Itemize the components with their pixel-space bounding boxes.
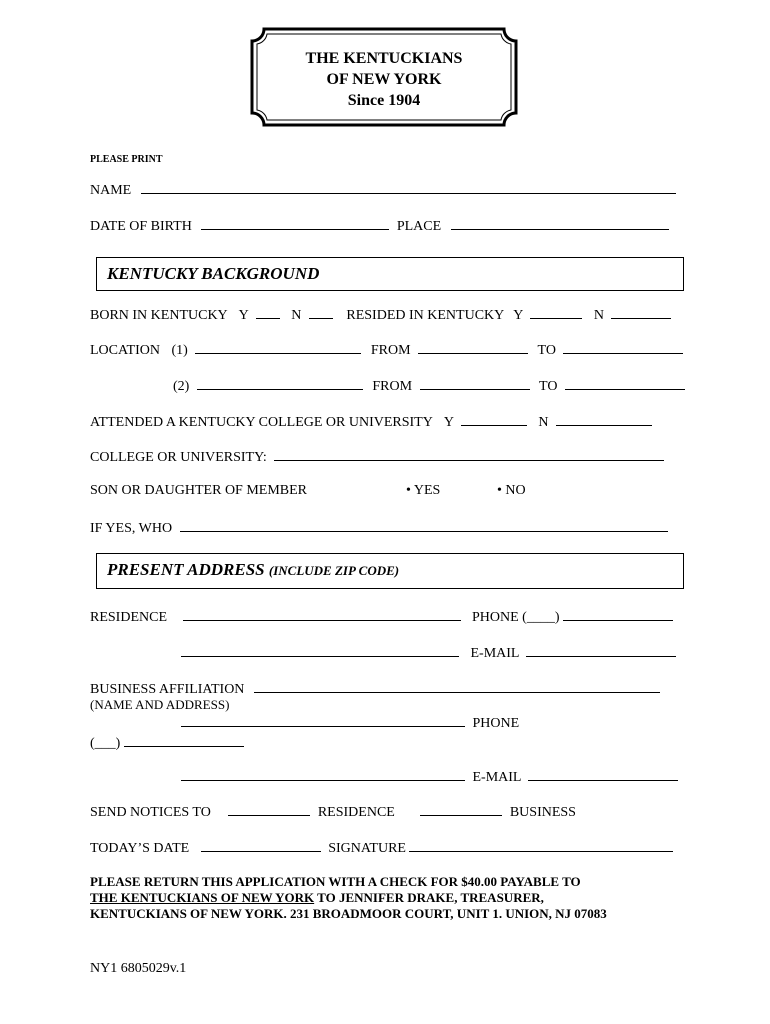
location-2-field[interactable]	[197, 376, 363, 390]
residence-email-field[interactable]	[526, 643, 676, 657]
name-field[interactable]	[141, 180, 676, 194]
attended-n-field[interactable]	[556, 412, 652, 426]
son-daughter-label: SON OR DAUGHTER OF MEMBER	[90, 483, 308, 498]
no-label: NO	[505, 483, 526, 498]
born-n-field[interactable]	[309, 305, 333, 319]
resided-in-ky-label: RESIDED IN KENTUCKY	[346, 308, 504, 323]
residence-email-label: E-MAIL	[470, 646, 519, 661]
residence-row	[90, 607, 673, 626]
business-line-2-field[interactable]	[181, 713, 465, 727]
attended-y-label: Y	[443, 415, 454, 430]
yes-bullet-icon: •	[406, 483, 411, 498]
location-1-to-field[interactable]	[563, 340, 683, 354]
todays-date-label: TODAY’S DATE	[90, 841, 190, 856]
location-1-index: (1)	[171, 343, 188, 358]
business-phone-field[interactable]	[124, 733, 244, 747]
location-2-to-field[interactable]	[565, 376, 685, 390]
title-line-1: THE KENTUCKIANS	[305, 50, 463, 67]
business-line-3-field[interactable]	[181, 767, 465, 781]
send-notices-row	[90, 802, 576, 821]
name-and-address-note: (NAME AND ADDRESS)	[90, 697, 230, 712]
please-print-label: PLEASE PRINT	[90, 154, 163, 165]
business-affiliation-label: BUSINESS AFFILIATION	[90, 682, 245, 697]
name-label: NAME	[90, 183, 132, 198]
residence-label: RESIDENCE	[90, 610, 167, 625]
notice-business-label: BUSINESS	[509, 805, 576, 820]
title-line-2: OF NEW YORK	[326, 71, 442, 88]
return-note-treasurer: TO JENNIFER DRAKE, TREASURER,	[314, 890, 544, 905]
todays-date-field[interactable]	[201, 838, 321, 852]
residence-email-row	[181, 643, 676, 662]
notice-business-field[interactable]	[420, 802, 502, 816]
college-field[interactable]	[274, 447, 664, 461]
dob-label: DATE OF BIRTH	[90, 219, 192, 234]
attended-label: ATTENDED A KENTUCKY COLLEGE OR UNIVERSITY	[90, 415, 433, 430]
born-resided-row	[90, 305, 671, 324]
business-email-label: E-MAIL	[472, 770, 521, 785]
location-1-row	[90, 340, 683, 359]
signature-label: SIGNATURE	[328, 841, 406, 856]
business-area-code: (___)	[90, 736, 121, 751]
location-2-from-field[interactable]	[420, 376, 530, 390]
present-address-title	[107, 560, 399, 580]
location-1-from-label: FROM	[370, 343, 411, 358]
location-2-index: (2)	[173, 379, 190, 394]
signature-field[interactable]	[409, 838, 673, 852]
resided-n-label: N	[593, 308, 604, 323]
resided-n-field[interactable]	[611, 305, 671, 319]
notice-residence-field[interactable]	[228, 802, 310, 816]
return-note	[90, 874, 607, 922]
attended-n-label: N	[538, 415, 549, 430]
resided-y-field[interactable]	[530, 305, 582, 319]
residence-line-2-field[interactable]	[181, 643, 459, 657]
residence-phone-field[interactable]	[563, 607, 673, 621]
residence-phone-label: PHONE (____)	[472, 610, 560, 625]
date-signature-row	[90, 838, 673, 857]
location-1-field[interactable]	[195, 340, 361, 354]
business-phone-label: PHONE	[472, 716, 520, 731]
business-phone-row	[181, 713, 519, 732]
if-yes-label: IF YES, WHO	[90, 521, 173, 536]
location-2-from-label: FROM	[372, 379, 413, 394]
title-line-3: Since 1904	[347, 92, 421, 109]
no-bullet-icon: •	[497, 483, 502, 498]
attended-y-field[interactable]	[461, 412, 527, 426]
document-id: NY1 6805029v.1	[90, 961, 187, 976]
attended-row	[90, 412, 652, 431]
present-address-heading: PRESENT ADDRESS	[107, 560, 265, 579]
yes-option[interactable]	[406, 483, 440, 499]
present-address-header	[96, 553, 684, 589]
dob-row	[90, 216, 669, 235]
born-y-label: Y	[238, 308, 249, 323]
if-yes-row	[90, 518, 668, 537]
place-label: PLACE	[396, 219, 442, 234]
business-email-field[interactable]	[528, 767, 678, 781]
return-note-line-2	[90, 890, 607, 906]
business-email-row	[181, 767, 678, 786]
name-row	[90, 180, 676, 199]
no-option[interactable]	[497, 483, 526, 499]
business-area-code-row	[90, 733, 244, 752]
college-label: COLLEGE OR UNIVERSITY:	[90, 450, 267, 465]
place-field[interactable]	[451, 216, 669, 230]
resided-y-label: Y	[513, 308, 523, 323]
dob-field[interactable]	[201, 216, 389, 230]
born-in-ky-label: BORN IN KENTUCKY	[90, 308, 228, 323]
business-affiliation-field[interactable]	[254, 679, 660, 693]
if-yes-field[interactable]	[180, 518, 668, 532]
return-note-payee: THE KENTUCKIANS OF NEW YORK	[90, 890, 315, 905]
location-label: LOCATION	[90, 343, 160, 358]
send-notices-label: SEND NOTICES TO	[90, 805, 211, 820]
born-n-label: N	[291, 308, 302, 323]
born-y-field[interactable]	[256, 305, 280, 319]
location-2-row	[173, 376, 685, 395]
kentucky-background-heading: KENTUCKY BACKGROUND	[107, 264, 320, 283]
residence-field[interactable]	[183, 607, 461, 621]
title-block	[250, 48, 518, 111]
return-note-line-1: PLEASE RETURN THIS APPLICATION WITH A CHECK FOR $40.00 PAYABLE TO	[90, 874, 581, 889]
college-row	[90, 447, 664, 466]
business-affiliation-row	[90, 679, 660, 698]
return-note-line-3: KENTUCKIANS OF NEW YORK. 231 BROADMOOR COURT, UNIT 1. UNION, NJ 07083	[90, 906, 607, 921]
kentucky-background-header	[96, 257, 684, 291]
son-daughter-row	[90, 483, 307, 499]
yes-label: YES	[413, 483, 441, 498]
location-2-to-label: TO	[539, 379, 558, 394]
location-1-to-label: TO	[537, 343, 556, 358]
location-1-from-field[interactable]	[418, 340, 528, 354]
present-address-note: (INCLUDE ZIP CODE)	[268, 563, 400, 578]
notice-residence-label: RESIDENCE	[317, 805, 395, 820]
